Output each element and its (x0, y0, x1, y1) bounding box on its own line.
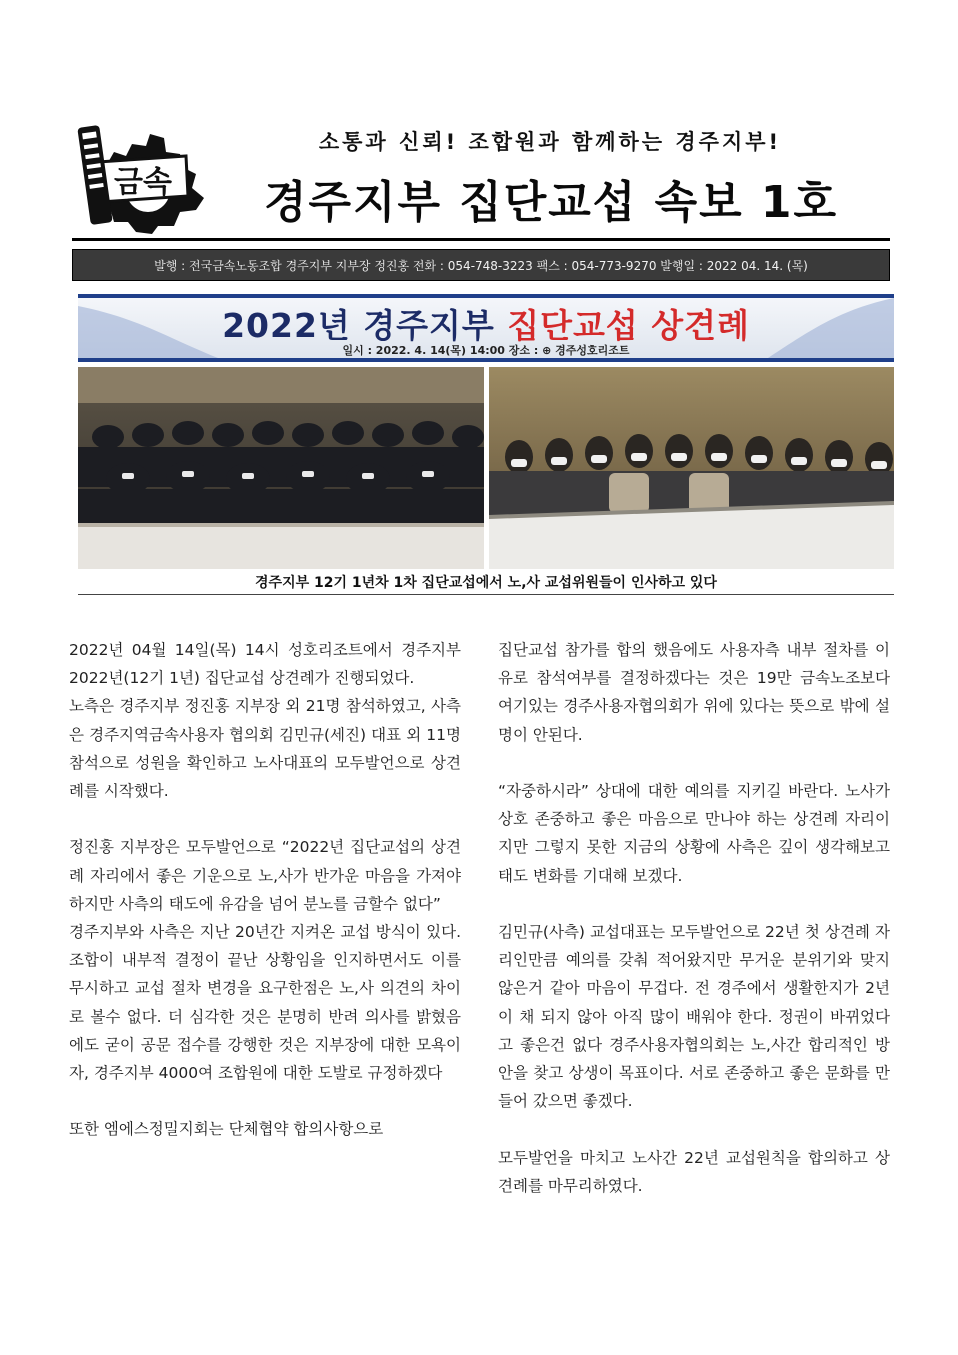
banner-title-event: 집단교섭 상견례 (507, 306, 750, 345)
article-paragraph: 김민규(사측) 교섭대표는 모두발언으로 22년 첫 상견례 자리인만큼 예의를 갖춰 적어왔지만 무거운 분위기와 맞지 않은거 같아 마음이 무겁다. 전 경주에서 생활한지가 2년이 채 되지 않아 아직 많이 배워야 한다. 정권이 바뀌었다고 좋은건 없다 경주사용자협의회는 노,사간 합리적인 방안을 찾고 상생이 목표이다. 서로 존중하고 좋은 문화를 만들어 갔으면 좋겠다. (498, 923, 890, 1111)
article-paragraph: 정진홍 지부장은 모두발언으로 “2022년 집단교섭의 상견례 자리에서 좋은 기운으로 노,사가 반가운 마음을 가져야 하지만 사측의 태도에 유감을 넘어 분노를 금할수 없다” (69, 838, 461, 913)
banner-title (78, 300, 894, 347)
article-column-right (498, 636, 890, 1200)
article-paragraph: 모두발언을 마치고 노사간 22년 교섭원칙을 합의하고 상견례를 마무리하였다. (498, 1148, 890, 1195)
photo-caption: 경주지부 12기 1년차 1차 집단교섭에서 노,사 교섭위원들이 인사하고 있다 (78, 572, 894, 595)
masthead-divider (72, 238, 890, 241)
slogan: 소통과 신뢰! 조합원과 함께하는 경주지부! (318, 130, 782, 154)
banner-subtitle: 일시 : 2022. 4. 14(목) 14:00 장소 : ⊕ 경주성호리조트 (342, 344, 630, 357)
union-logo (76, 122, 208, 234)
article-paragraph: “자중하시라” 상대에 대한 예의를 지키길 바란다. 노사가 상호 존중하고 좋은 마음으로 만나야 하는 상견례 자리이지만 그렇지 못한 지금의 상황에 사측은 깊이 생각해보고 태도 변화를 기대해 보겠다. (498, 782, 890, 885)
article-paragraph: 집단교섭 참가를 합의 했음에도 사용자측 내부 절차를 이유로 참석여부를 결정하겠다는 것은 19만 금속노조보다 여기있는 경주사용자협의회가 위에 있다는 뜻으로 밖에 설명이 안된다. (498, 641, 890, 744)
article-paragraph: 2022년 04월 14일(목) 14시 성호리조트에서 경주지부 2022년(12기 1년) 집단교섭 상견례가 진행되었다. (69, 641, 461, 688)
article-paragraph: 경주지부와 사측은 지난 20년간 지켜온 교섭 방식이 있다. 조합이 내부적 결정이 끝난 상황임을 인지하면서도 이를 무시하고 교섭 절차 변경을 요구한점은 노,사 의견의 차이로 볼수 없다. 더 심각한 것은 분명히 반려 의사를 밝혔음에도 굳이 공문 접수를 강행한 것은 지부장에 대한 모욕이자, 경주지부 4000여 조합원에 대한 도발로 규정하겠다 (69, 923, 461, 1083)
article-paragraph: 노측은 경주지부 정진홍 지부장 외 21명 참석하였고, 사측은 경주지역금속사용자 협의회 김민규(세진) 대표 외 11명 참석으로 성원을 확인하고 노사대표의 모두발언으로 상견례를 시작했다. (69, 697, 461, 801)
publisher-info-bar: 발행 : 전국금속노동조합 경주지부 지부장 정진홍 전화 : 054-748-3223 팩스 : 054-773-9270 발행일 : 2022 04. 14. (목) (72, 249, 890, 281)
article-paragraph: 또한 엠에스정밀지회는 단체협약 합의사항으로 (69, 1120, 384, 1139)
article-column-left (69, 636, 461, 1144)
page-title: 경주지부 집단교섭 속보 1호 (263, 177, 839, 228)
logo-text: 금속 (114, 165, 172, 200)
photo-employer-delegation (489, 367, 894, 569)
banner-title-year: 2022년 경주지부 (222, 306, 508, 345)
event-banner (78, 294, 894, 362)
photo-union-delegation (78, 367, 484, 569)
